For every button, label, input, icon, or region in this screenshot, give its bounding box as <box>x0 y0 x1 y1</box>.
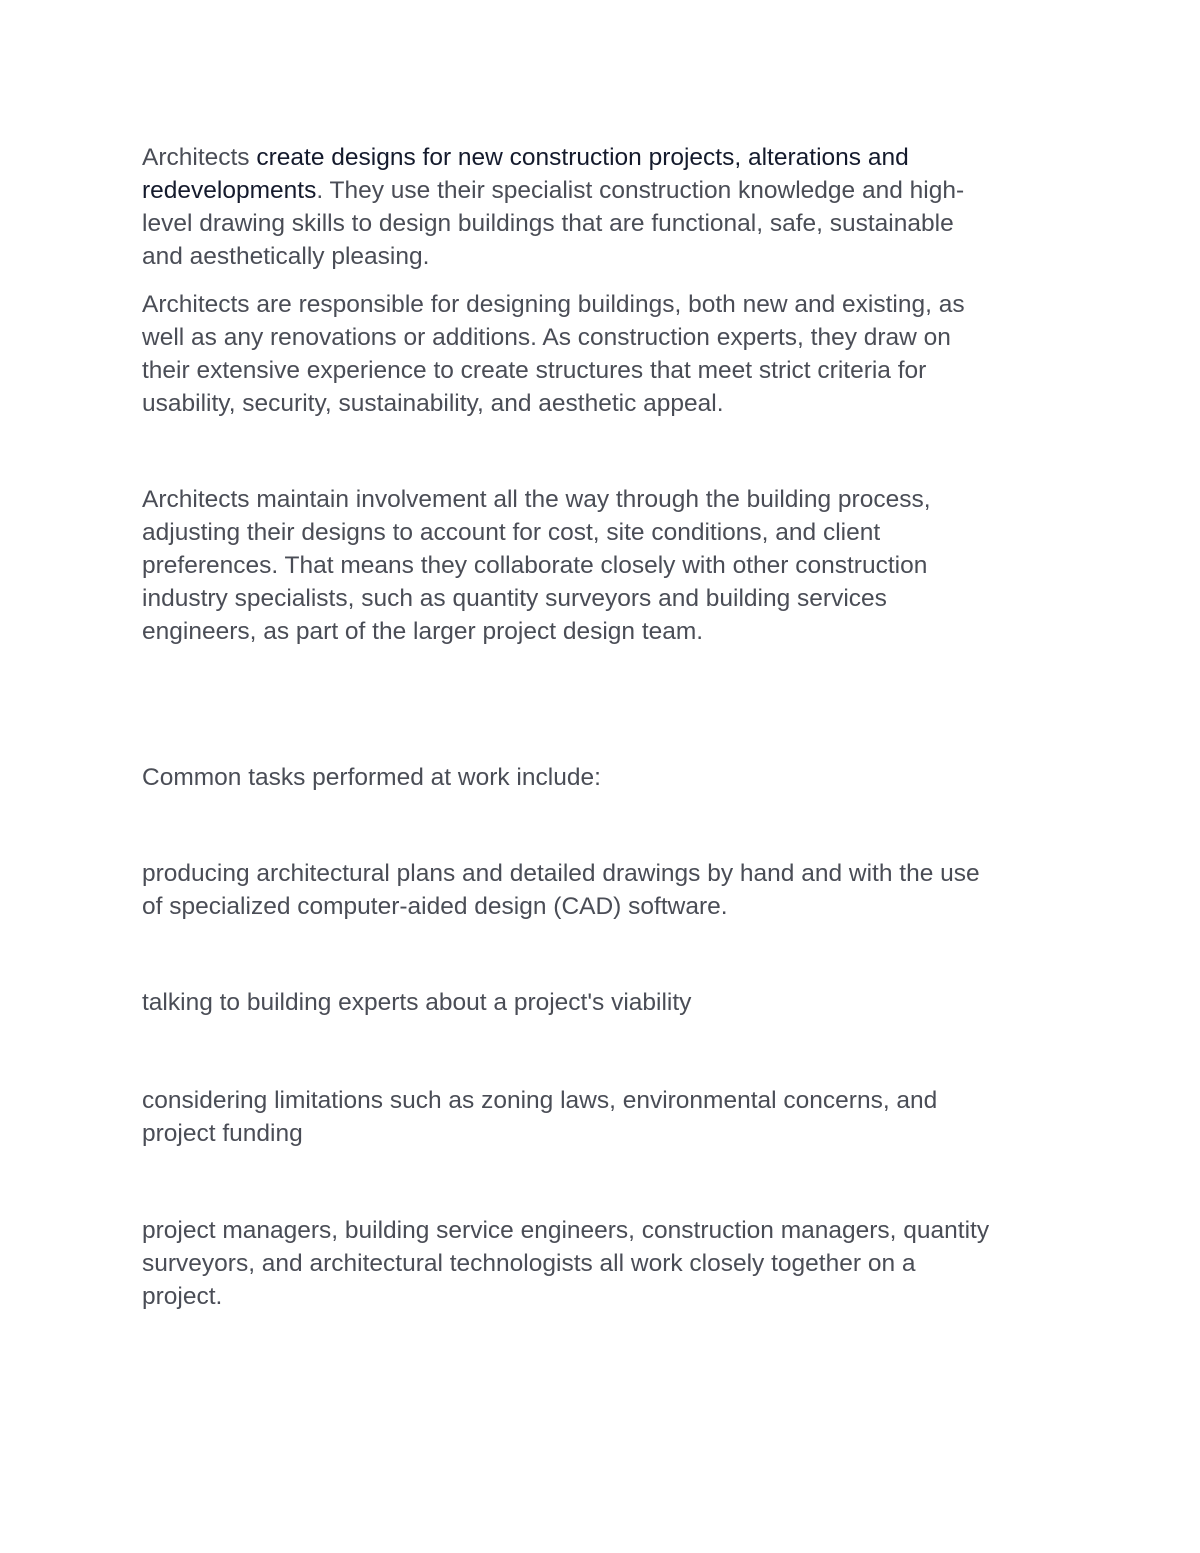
text-line: engineers, as part of the larger project design team. <box>142 618 704 645</box>
task-item-drawings <box>142 857 1072 923</box>
text-line <box>142 141 1072 174</box>
text-line: considering limitations such as zoning laws, environmental concerns, and <box>142 1087 938 1114</box>
text-line: adjusting their designs to account for cost, site conditions, and client <box>142 519 881 546</box>
tasks-heading <box>142 761 1072 794</box>
text-line: and aesthetically pleasing. <box>142 243 430 270</box>
text-line: project managers, building service engineers, construction managers, quantity <box>142 1217 990 1244</box>
task-item-viability <box>142 986 1072 1019</box>
text-line <box>142 174 1072 207</box>
text-line: Architects are responsible for designing buildings, both new and existing, as <box>142 291 965 318</box>
text-run: Architects <box>142 144 257 171</box>
text-line: well as any renovations or additions. As construction experts, they draw on <box>142 324 951 351</box>
text-line: producing architectural plans and detailed drawings by hand and with the use <box>142 860 980 887</box>
text-line: project funding <box>142 1120 303 1147</box>
text-line: usability, security, sustainability, and aesthetic appeal. <box>142 390 724 417</box>
text-line: of specialized computer-aided design (CAD) software. <box>142 893 728 920</box>
text-line: Common tasks performed at work include: <box>142 764 601 791</box>
intro-paragraph <box>142 141 1072 273</box>
text-line: Architects maintain involvement all the way through the building process, <box>142 486 931 513</box>
involvement-paragraph <box>142 483 1072 648</box>
text-line: talking to building experts about a project's viability <box>142 989 692 1016</box>
text-line: project. <box>142 1283 223 1310</box>
text-run: . They use their specialist construction knowledge and high- <box>316 177 965 204</box>
text-line: surveyors, and architectural technologists all work closely together on a <box>142 1250 916 1277</box>
task-item-collaboration <box>142 1214 1072 1313</box>
highlighted-text: create designs for new construction projects, alterations and <box>256 144 909 171</box>
text-line: industry specialists, such as quantity surveyors and building services <box>142 585 887 612</box>
text-line: level drawing skills to design buildings that are functional, safe, sustainable <box>142 210 954 237</box>
task-item-limitations <box>142 1084 1072 1150</box>
highlighted-text: redevelopments <box>142 177 317 204</box>
text-line: preferences. That means they collaborate closely with other construction <box>142 552 928 579</box>
text-line: their extensive experience to create structures that meet strict criteria for <box>142 357 927 384</box>
responsibilities-paragraph <box>142 288 1072 420</box>
